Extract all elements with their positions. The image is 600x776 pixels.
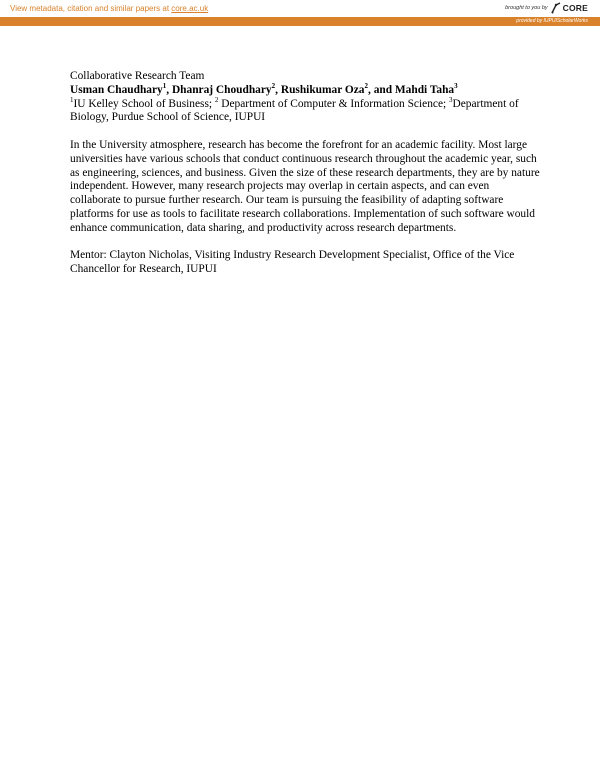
core-link-site[interactable]: core.ac.uk [171,4,209,13]
author-mark: 2 [271,82,276,90]
core-logo-icon [551,2,561,14]
affiliation-text: Department of Computer & Information Science; [218,97,450,110]
core-banner [0,0,600,26]
author-mark: 3 [454,82,458,90]
author-mark: 2 [364,82,368,90]
provider-strip [0,17,600,26]
author-name: Dhanraj Choudhary [171,83,272,96]
author-sep: , [166,83,172,96]
core-link-prefix: View metadata, citation and similar papers at [10,4,172,13]
provided-by-text[interactable]: provided by IUPUIScholarWorks [516,18,588,24]
author-mark: 1 [162,82,167,90]
affiliation-text: IU Kelley School of Business; [73,97,215,110]
affiliation-list [70,95,540,126]
brought-to-you-by[interactable] [505,2,588,14]
mentor-paragraph: Mentor: Clayton Nicholas, Visiting Industry Research Development Specialist, Office of the Vice Chancellor for Research, IUPUI [70,249,515,276]
core-brand: CORE [562,3,588,13]
affiliation-mark: 1 [70,95,74,104]
core-metadata-link[interactable] [10,4,208,13]
author-sep: , [275,83,281,96]
abstract-paragraph: In the University atmosphere, research has become the forefront for an academic facility. Most large universities have various schools that conduct continuous research throughout the academic year, such as engineering, sciences, and business. Given the size of these research departments, they are by nature independent. However, many research projects may overlap in certain aspects, and can even collaborate to pursue further research. Our team is pursuing the feasibility of adapting software platforms for use as tools to facilitate research collaborations. Implementation of such software would enhance communication, data sharing, and productivity across research departments. [70,138,540,234]
paper-heading: Collaborative Research Team [70,70,205,82]
author-name: Usman Chaudhary [70,83,163,96]
affiliation-mark: 3 [449,95,453,104]
author-name: Mahdi Taha [394,83,455,96]
author-name: Rushikumar Oza [280,83,365,96]
brought-by-text: brought to you by [505,5,548,11]
affiliation-text: Department of Biology, Purdue School of Science, IUPUI [70,97,519,124]
affiliation-mark: 2 [214,95,219,104]
author-sep: , and [368,83,395,96]
paper-content [70,70,540,277]
author-list [70,84,540,98]
